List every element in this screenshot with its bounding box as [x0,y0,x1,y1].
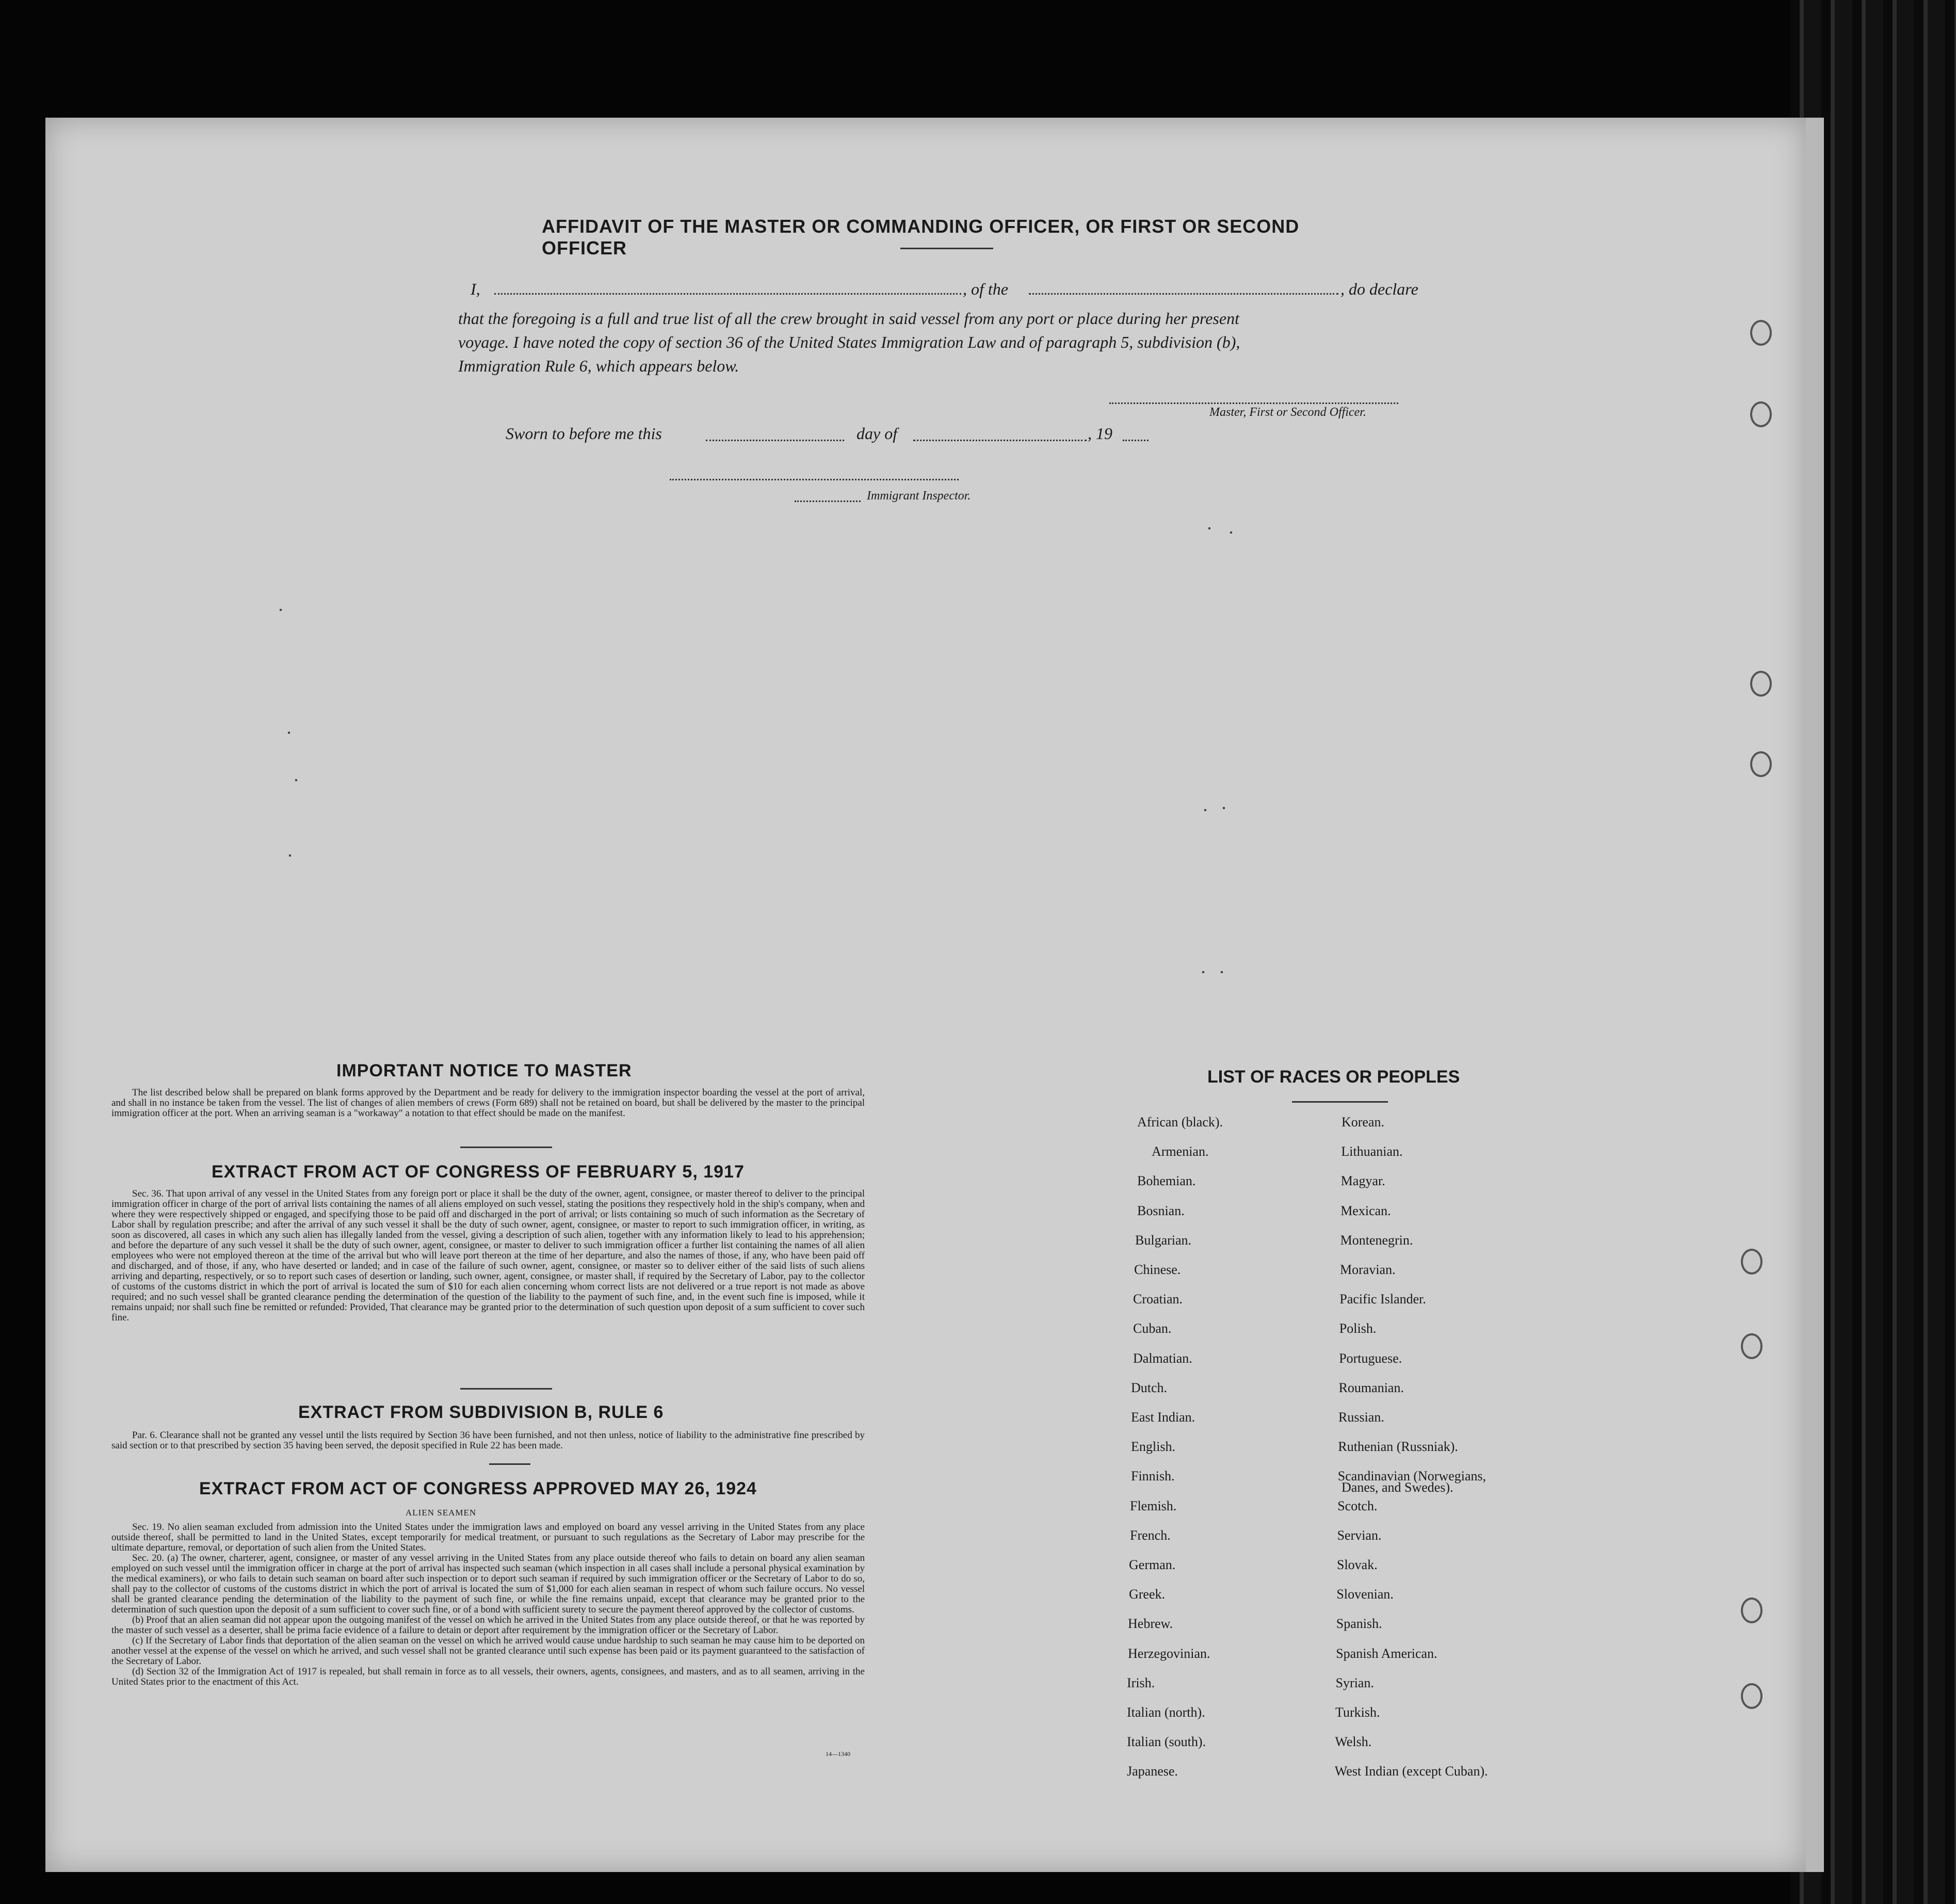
race-item: English. [1131,1439,1175,1455]
extract-1917-title: EXTRACT FROM ACT OF CONGRESS OF FEBRUARY 5, 1917 [212,1162,745,1182]
stray-mark [280,609,282,611]
race-item: West Indian (except Cuban). [1334,1764,1488,1779]
sworn-day-field[interactable] [706,440,844,441]
race-item: Scotch. [1337,1498,1378,1513]
punch-hole [1750,751,1772,777]
punch-hole [1750,320,1772,346]
race-item: Montenegrin. [1340,1232,1413,1248]
stray-mark [1223,807,1225,809]
race-item: Slovenian. [1336,1587,1394,1602]
race-item: Slovak. [1337,1557,1378,1572]
race-item: Dalmatian. [1133,1350,1192,1366]
notice-title: IMPORTANT NOTICE TO MASTER [336,1061,632,1080]
notice-body: The list described below shall be prepared on blank forms approved by the Department and be ready for delivery to the immigration inspector boarding the vessel at the port of arrival, and shall in no instance be taken from the vessel. The list of changes of alien members of crews (Form 689) shall not be retained on board, but shall be delivered by the master to the principal immigration officer at the port. When an arriving seaman is a "workaway" a notation to that effect should be made on the manifest. [111,1087,865,1119]
affidavit-body [458,306,1490,378]
inspector-signature-field[interactable] [670,479,959,480]
race-item: Magyar. [1340,1173,1385,1189]
divider [460,1388,552,1390]
stray-mark [289,854,291,857]
race-item: Ruthenian (Russniak). [1338,1439,1458,1455]
race-item: Mexican. [1340,1203,1391,1218]
race-item: Bulgarian. [1135,1232,1192,1248]
extract-1924-subtitle: ALIEN SEAMEN [406,1508,477,1518]
form-number: 14—1340 [826,1750,850,1757]
stray-mark [1208,527,1210,529]
vessel-field[interactable] [1029,293,1338,295]
race-item: Italian (south). [1127,1734,1206,1750]
race-item: Servian. [1337,1527,1382,1543]
race-item: Herzegovinian. [1128,1645,1210,1661]
punch-hole [1741,1598,1763,1623]
stray-mark [288,732,290,734]
race-item: Chinese. [1134,1262,1181,1277]
affidavit-title: AFFIDAVIT OF THE MASTER OR COMMANDING OFFICER, OR FIRST OR SECOND OFFICER [542,216,1300,259]
race-item: Hebrew. [1128,1616,1173,1632]
section-20a: Sec. 20. (a) The owner, charterer, agent, consignee, or master of any vessel arriving in the United States from any place outside thereof who fails to detain on board any alien seaman employed on such vessel until the immigration officer in charge at the port of arrival has inspected such seaman (which inspection in all cases shall include a personal physical examination by the medical examiners), or who fails to detain such seaman on board after such inspection or to deport such seaman if required by such immigration officer or the Secretary of Labor to do so, shall pay to the collector of customs of the customs district in which the port of arrival is located the sum of $1,000 for each alien seaman in respect of whom such failure occurs. No vessel shall be granted clearance pending the determination of the liability to the payment of such fine, or while the fine remains unpaid, except that clearance may be granted prior to the determination of such question upon the deposit of a sum sufficient to cover such fine, or of a bond with sufficient surety to secure the payment thereof approved by the collector of customs. [111,1553,865,1615]
race-item: Croatian. [1133,1292,1183,1307]
signature-field[interactable] [1109,402,1398,404]
stray-mark [1202,971,1204,973]
affidavit-body-line: Immigration Rule 6, which appears below. [458,357,739,375]
sworn-month-field[interactable] [913,440,1087,441]
stray-mark [1221,971,1223,973]
signature-label: Master, First or Second Officer. [1209,406,1366,419]
sworn-text: Sworn to before me this [506,424,662,443]
punch-hole [1750,671,1772,697]
race-item: African (black). [1137,1115,1223,1130]
race-item: Turkish. [1335,1705,1380,1720]
race-item: Scandinavian (Norwegians, [1337,1469,1486,1484]
sheet-edge [1806,118,1824,1872]
extract-1917-body: Sec. 36. That upon arrival of any vessel in the United States from any foreign port or place it shall be the duty of the owner, agent, consignee, or master thereof to deliver to the principal immigration officer in charge of the port of arrival lists containing the names of all aliens employed on such vessel, stating the positions they respectively hold in the ship's company, when and where they were respectively shipped or engaged, and specifying those to be paid off and discharged in the port of arrival; or lists containing so much of such information as the Secretary of Labor shall by regulation prescribe; and after the arrival of any such vessel it shall be the duty of such owner, agent, consignee, or master to report to such immigration officer, in writing, as soon as discovered, all cases in which any such alien has illegally landed from the vessel, giving a description of such alien, together with any information likely to lead to his apprehension; and before the departure of any such vessel it shall be the duty of such owner, agent, consignee, or master to deliver to such immigration officer a further list containing the names of all alien employees who were not employed thereon at the time of the arrival but who will leave port thereon at the time of her departure, and also the names of those, if any, who have been paid off and discharged, and of those, if any, who have deserted or landed; and in case of the failure of such owner, agent, consignee, or master so to deliver either of the said lists of such aliens arriving and departing, respectively, or so to report such cases of desertion or landing, such owner, agent, consignee, or master shall, if required by the Secretary of Labor, pay to the collector of customs of the customs district in which the port of arrival is located the sum of $10 for each alien concerning whom correct lists are not delivered or a true report is not made as above required; and no such vessel shall be granted clearance pending the determination of the question of the liability to the payment of such fine, and, in the event such fine is imposed, while it remains unpaid; nor shall such fine be remitted or refunded: Provided, That clearance may be granted prior to the determination of such question upon deposit of a sum sufficient to cover such fine. [111,1188,865,1323]
race-item: Armenian. [1152,1144,1209,1159]
race-item: Bohemian. [1137,1173,1196,1189]
race-item: Bosnian. [1137,1203,1185,1218]
affidavit-body-line: that the foregoing is a full and true list of all the crew brought in said vessel from any port or place during her present [458,309,1239,328]
race-item: Polish. [1339,1321,1377,1336]
affidavit-do-declare: , do declare [1340,280,1418,298]
extract-1924-body [111,1522,865,1687]
race-item: Cuban. [1133,1321,1172,1336]
race-item: German. [1129,1557,1176,1572]
race-item: Greek. [1129,1587,1166,1602]
race-item-continued: Danes, and Swedes). [1341,1480,1453,1495]
affidavit-i: I, [471,280,480,298]
year-prefix: , 19 [1088,424,1112,443]
race-item: Moravian. [1340,1262,1396,1277]
divider [1292,1101,1388,1103]
stray-mark [295,779,297,781]
race-item: Pacific Islander. [1339,1292,1426,1307]
punch-hole [1741,1683,1763,1709]
race-item: Syrian. [1335,1675,1374,1690]
race-item: Finnish. [1131,1469,1175,1484]
name-field[interactable] [494,293,961,295]
race-item: French. [1130,1527,1171,1543]
section-20c: (c) If the Secretary of Labor finds that deportation of the alien seaman on the vessel on which he arrived would cause undue hardship to such seaman he may cause him to be deported on another vessel at the expense of the vessel on which he arrived, and such vessel shall not be granted clearance until such expense has been paid or its payment guaranteed to the satisfaction of the Secretary of Labor. [111,1635,865,1667]
divider [460,1147,552,1148]
race-item: Italian (north). [1127,1705,1205,1720]
section-20d: (d) Section 32 of the Immigration Act of 1917 is repealed, but shall remain in force as to all vessels, their owners, agents, consignees, and masters, and as to all seamen, arriving in the United States prior to the enactment of this Act. [111,1666,865,1687]
extract-rule6-body: Par. 6. Clearance shall not be granted any vessel until the lists required by Section 36 have been furnished, and not then unless, notice of liability to the administrative fine prescribed by said section or to that prescribed by section 35 having been served, the deposit specified in Rule 22 has been made. [111,1430,865,1451]
race-item: Roumanian. [1338,1380,1404,1395]
punch-hole [1741,1249,1763,1274]
punch-hole [1741,1333,1763,1359]
race-item: Irish. [1127,1675,1155,1690]
extract-rule6-title: EXTRACT FROM SUBDIVISION B, RULE 6 [298,1402,664,1422]
extract-1924-title: EXTRACT FROM ACT OF CONGRESS APPROVED MAY 26, 1924 [199,1479,757,1498]
race-item: Flemish. [1130,1498,1177,1513]
inspector-label: Immigrant Inspector. [867,489,971,503]
section-19: Sec. 19. No alien seaman excluded from admission into the United States under the immigration laws and employed on board any vessel arriving in the United States from any place outside thereof, shall be permitted to land in the United States, except temporarily for medical treatment, or pursuant to such regulations as the Secretary of Labor may prescribe for the ultimate departure, removal, or deportation of such alien from the United States. [111,1522,865,1553]
race-item: East Indian. [1131,1410,1195,1425]
section-20b: (b) Proof that an alien seaman did not appear upon the outgoing manifest of the vessel on which he arrived in the United States from any place outside thereof, or that he was reported by the master of such vessel as a deserter, shall be prima facie evidence of a failure to detain or deport after requirement by the immigration officer or the Secretary of Labor. [111,1615,865,1636]
affidavit-body-line: voyage. I have noted the copy of section 36 of the United States Immigration Law and of paragraph 5, subdivision (b), [458,333,1240,351]
race-item: Japanese. [1127,1764,1178,1779]
race-item: Spanish American. [1336,1645,1437,1661]
race-item: Korean. [1341,1115,1385,1130]
punch-hole [1750,401,1772,427]
year-field[interactable] [1123,440,1149,441]
affidavit-of-the: , of the [963,280,1008,298]
day-of-text: day of [856,424,898,443]
race-item: Portuguese. [1339,1350,1402,1366]
races-title: LIST OF RACES OR PEOPLES [1207,1067,1460,1087]
race-item: Welsh. [1335,1734,1372,1750]
divider [489,1463,530,1465]
race-item: Spanish. [1336,1616,1382,1632]
divider [900,248,993,249]
race-item: Lithuanian. [1341,1144,1403,1159]
inspector-dots [795,501,861,502]
race-item: Russian. [1338,1410,1384,1425]
stray-mark [1230,531,1232,534]
race-item: Dutch. [1131,1380,1168,1395]
stray-mark [1204,809,1206,811]
